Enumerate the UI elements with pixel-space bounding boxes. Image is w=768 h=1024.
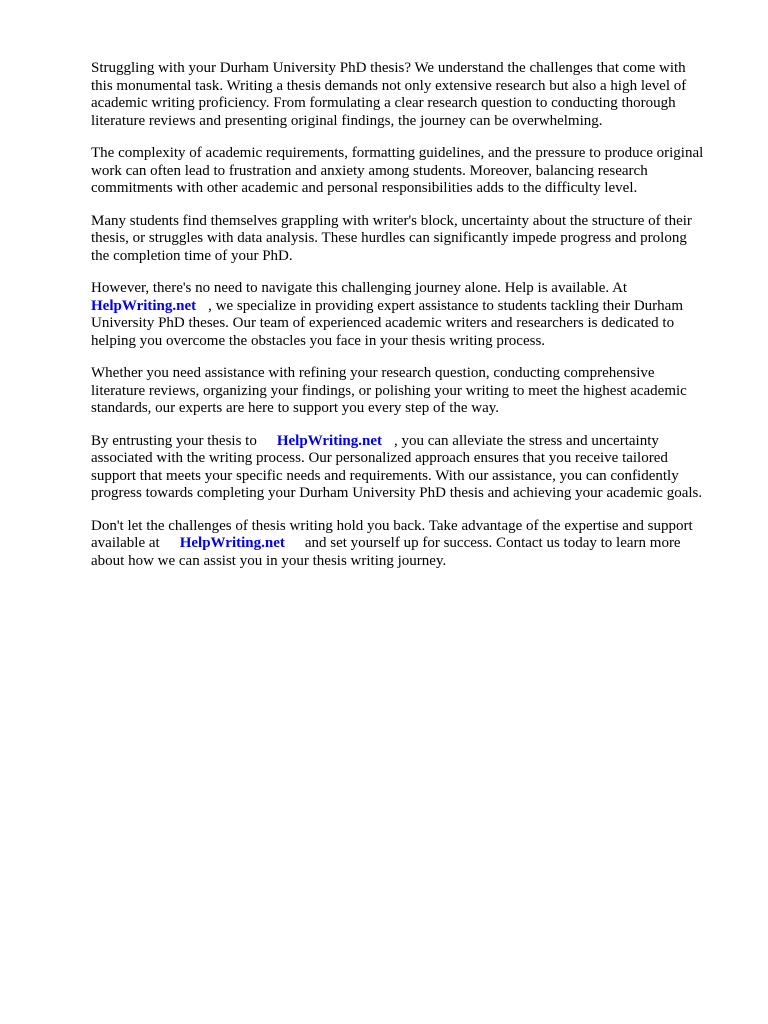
helpwriting-link-3[interactable]: HelpWriting.net [179,535,285,551]
paragraph-help [91,280,731,350]
paragraph-entrusting-text-after: , you can alleviate the stress and uncertainty associated with the writing process. Our personalized approach ensures that you receive tailored support that meets your specific needs and requirements. With our assistance, you can confidently progress towards completing your Durham University PhD thesis and achieving your academic goals. [91,432,703,501]
paragraph-complexity: The complexity of academic requirements, formatting guidelines, and the pressure to produce original work can often lead to frustration and anxiety among students. Moreover, balancing research commitments with other academic and personal responsibilities adds to the difficulty level. [91,145,704,196]
paragraph-cta-text-before: Don't let the challenges of thesis writing hold you back. Take advantage of the expertise and support available at [91,517,693,551]
helpwriting-link-1[interactable]: HelpWriting.net [91,297,197,314]
paragraph-struggles: Many students find themselves grappling with writer's block, uncertainty about the structure of their thesis, or struggles with data analysis. These hurdles can significantly impede progress and prolong the completion time of your PhD. [91,212,692,264]
helpwriting-link-2[interactable]: HelpWriting.net [276,432,382,449]
paragraph-entrusting-text-before: By entrusting your thesis to [91,432,257,449]
document-body [91,60,731,585]
paragraph-intro: Struggling with your Durham University PhD thesis? We understand the challenges that come with this monumental task. Writing a thesis demands not only extensive research but also a high level of academic writing proficiency. From formulating a clear research question to conducting thorough literature reviews and presenting original findings, the journey can be overwhelming. [91,60,687,129]
paragraph-help-text-after: , we specialize in providing expert assistance to students tackling their Durham University PhD theses. Our team of experienced academic writers and researchers is dedicated to helping you overcome the obstacles you face in your thesis writing process. [91,297,684,349]
paragraph-cta-text-after: and set yourself up for success. Contact us today to learn more about how we can assist you in your thesis writing journey. [91,535,681,569]
paragraph-assistance: Whether you need assistance with refining your research question, conducting comprehensive literature reviews, organizing your findings, or polishing your writing to meet the highest academic standards, our experts are here to support you every step of the way. [91,365,687,416]
paragraph-call-to-action [91,518,731,571]
paragraph-help-text-before: However, there's no need to navigate this challenging journey alone. Help is available. At [91,280,628,296]
paragraph-entrusting [91,433,731,503]
